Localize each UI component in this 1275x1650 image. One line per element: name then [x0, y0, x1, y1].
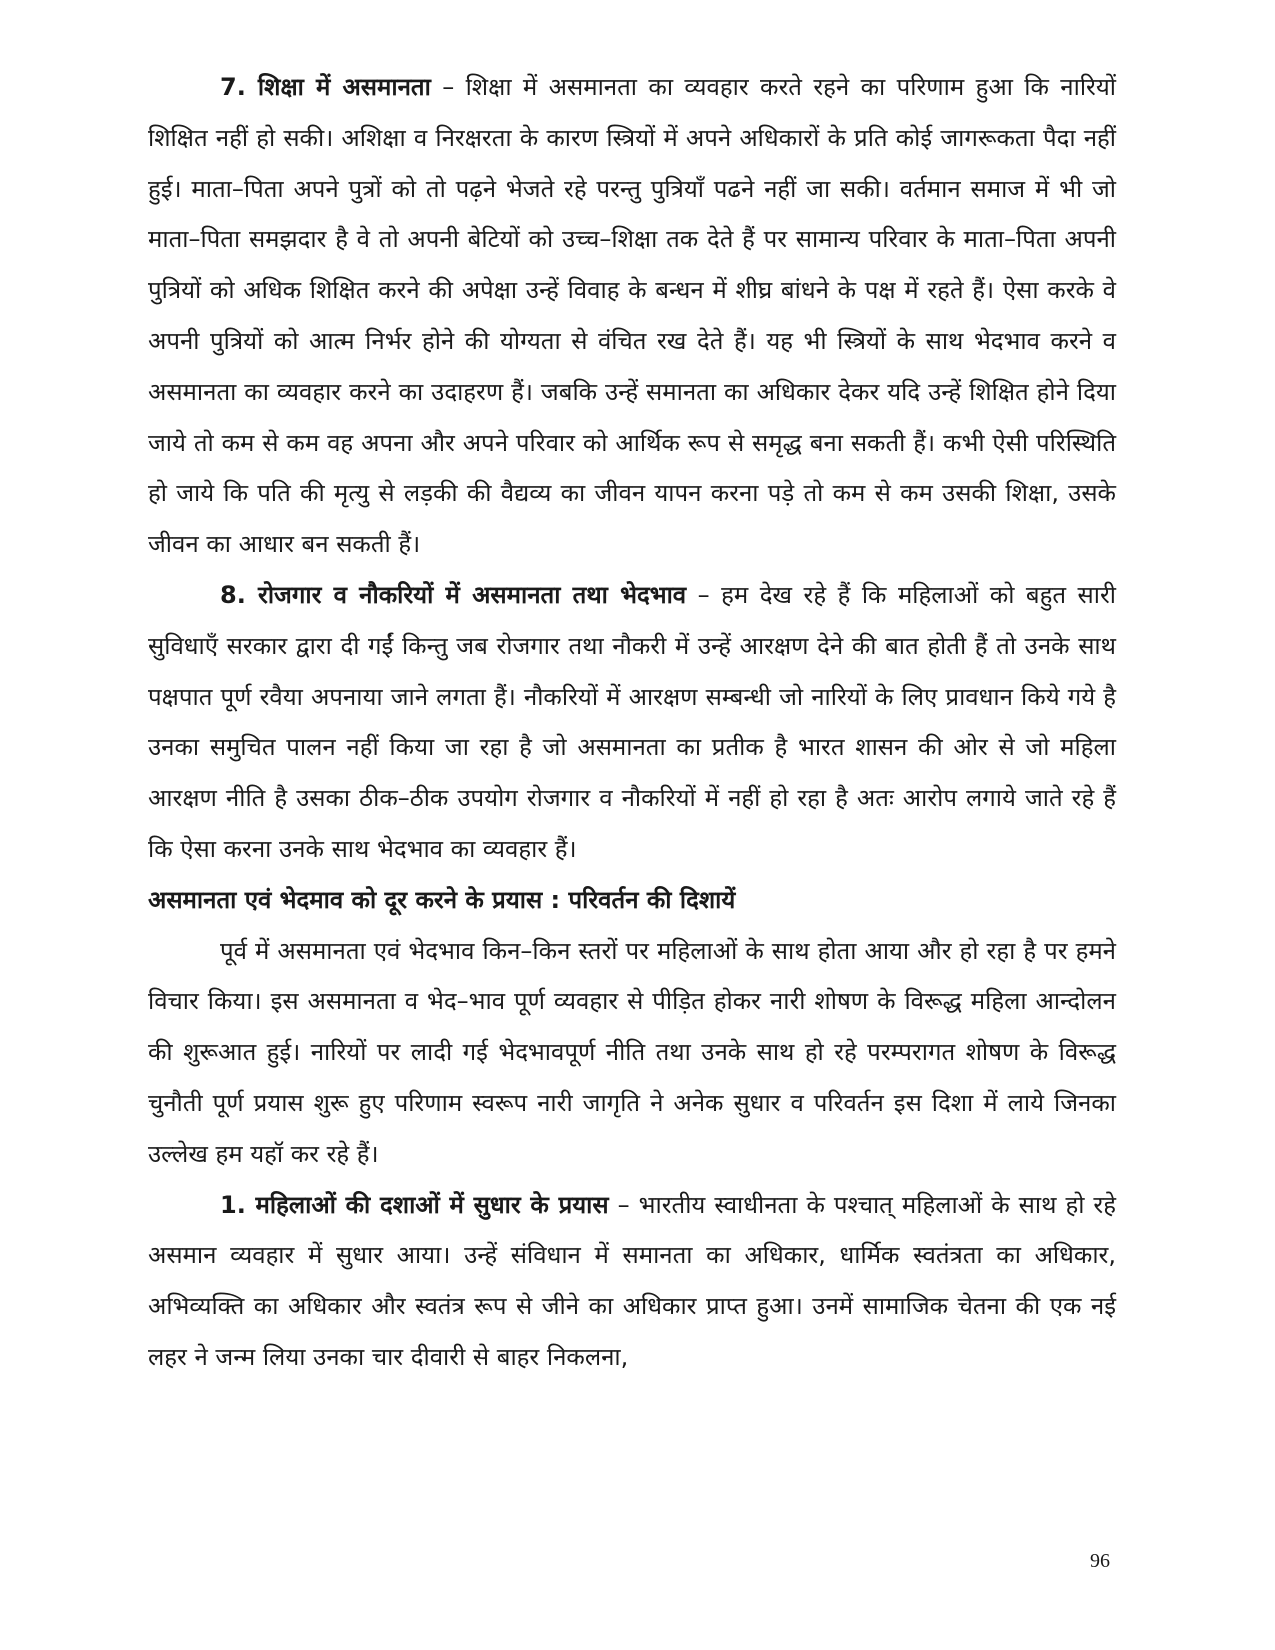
section-heading-education: 7. शिक्षा में असमानता — [220, 73, 431, 101]
section-title-efforts: असमानता एवं भेदमाव को दूर करने के प्रयास : परिवर्तन की दिशायें — [148, 885, 736, 914]
paragraph-body: – भारतीय स्वाधीनता के पश्चात् महिलाओं के साथ हो रहे असमान व्यवहार में सुधार आया। उन्हें संविधान में समानता का अधिकार, धार्मिक स्वतंत्रता का अधिकार, अभिव्यक्ति का अधिकार और स्वतंत्र रूप से जीने का अधिकार प्राप्त हुआ। उनमें सामाजिक चेतना की एक नई लहर ने जन्म लिया उनका चार दीवारी से बाहर निकलना, — [148, 1190, 1116, 1371]
paragraph-employment-inequality — [148, 570, 1116, 875]
paragraph-body: – शिक्षा में असमानता का व्यवहार करते रहने का परिणाम हुआ कि नारियों शिक्षित नहीं हो सकी। अशिक्षा व निरक्षरता के कारण स्त्रियों में अपने अधिकारों के प्रति कोई जागरूकता पैदा नहीं हुई। माता–पिता अपने पुत्रों को तो पढ़ने भेजते रहे परन्तु पुत्रियाँ पढने नहीं जा सकी। वर्तमान समाज में भी जो माता–पिता समझदार है वे तो अपनी बेटियों को उच्च–शिक्षा तक देते हैं पर सामान्य परिवार के माता–पिता अपनी पुत्रियों को अधिक शिक्षित करने की अपेक्षा उन्हें विवाह के बन्धन में शीघ्र बांधने के पक्ष में रहते हैं। ऐसा करके वे अपनी पुत्रियों को आत्म निर्भर होने की योग्यता से वंचित रख देते हैं। यह भी स्त्रियों के साथ भेदभाव करने व असमानता का व्यवहार करने का उदाहरण हैं। जबकि उन्हें समानता का अधिकार देकर यदि उन्हें शिक्षित होने दिया जाये तो कम से कम वह अपना और अपने परिवार को आर्थिक रूप से समृद्ध बना सकती हैं। कभी ऐसी परिस्थिति हो जाये कि पति की मृत्यु से लड़की की वैद्यव्य का जीवन यापन करना पड़े तो कम से कम उसकी शिक्षा, उसके जीवन का आधार बन सकती हैं। — [148, 73, 1117, 559]
paragraph-intro: पूर्व में असमानता एवं भेदभाव किन–किन स्तरों पर महिलाओं के साथ होता आया और हो रहा है पर हमने विचार किया। इस असमानता व भेद–भाव पूर्ण व्यवहार से पीड़ित होकर नारी शोषण के विरूद्ध महिला आन्दोलन की शुरूआत हुई। नारियों पर लादी गई भेदभावपूर्ण नीति तथा उनके साथ हो रहे परम्परागत शोषण के विरूद्ध चुनौती पूर्ण प्रयास शुरू हुए परिणाम स्वरूप नारी जागृति ने अनेक सुधार व परिवर्तन इस दिशा में लाये जिनका उल्लेख हम यहॉ कर रहे हैं। — [148, 936, 1116, 1168]
section-heading-improvement: 1. महिलाओं की दशाओं में सुधार के प्रयास — [220, 1190, 609, 1219]
page-number: 96 — [1090, 1550, 1110, 1572]
paragraph-body: – हम देख रहे हैं कि महिलाओं को बहुत सारी सुविधाएँ सरकार द्वारा दी गईं किन्तु जब रोजगार तथा नौकरी में उन्हें आरक्षण देने की बात होती हैं तो उनके साथ पक्षपात पूर्ण रवैया अपनाया जाने लगता हैं। नौकरियों में आरक्षण सम्बन्धी जो नारियों के लिए प्रावधान किये गये है उनका समुचित पालन नहीं किया जा रहा है जो असमानता का प्रतीक है भारत शासन की ओर से जो महिला आरक्षण नीति है उसका ठीक–ठीक उपयोग रोजगार व नौकरियों में नहीं हो रहा है अतः आरोप लगाये जाते रहे हैं कि ऐसा करना उनके साथ भेदभाव का व्यवहार हैं। — [148, 580, 1116, 863]
paragraph-improvement-efforts — [148, 1180, 1116, 1383]
document-page — [148, 62, 1116, 1383]
section-heading-employment: 8. रोजगार व नौकरियों में असमानता तथा भेदभाव — [220, 580, 687, 609]
paragraph-education-inequality — [148, 62, 1116, 570]
